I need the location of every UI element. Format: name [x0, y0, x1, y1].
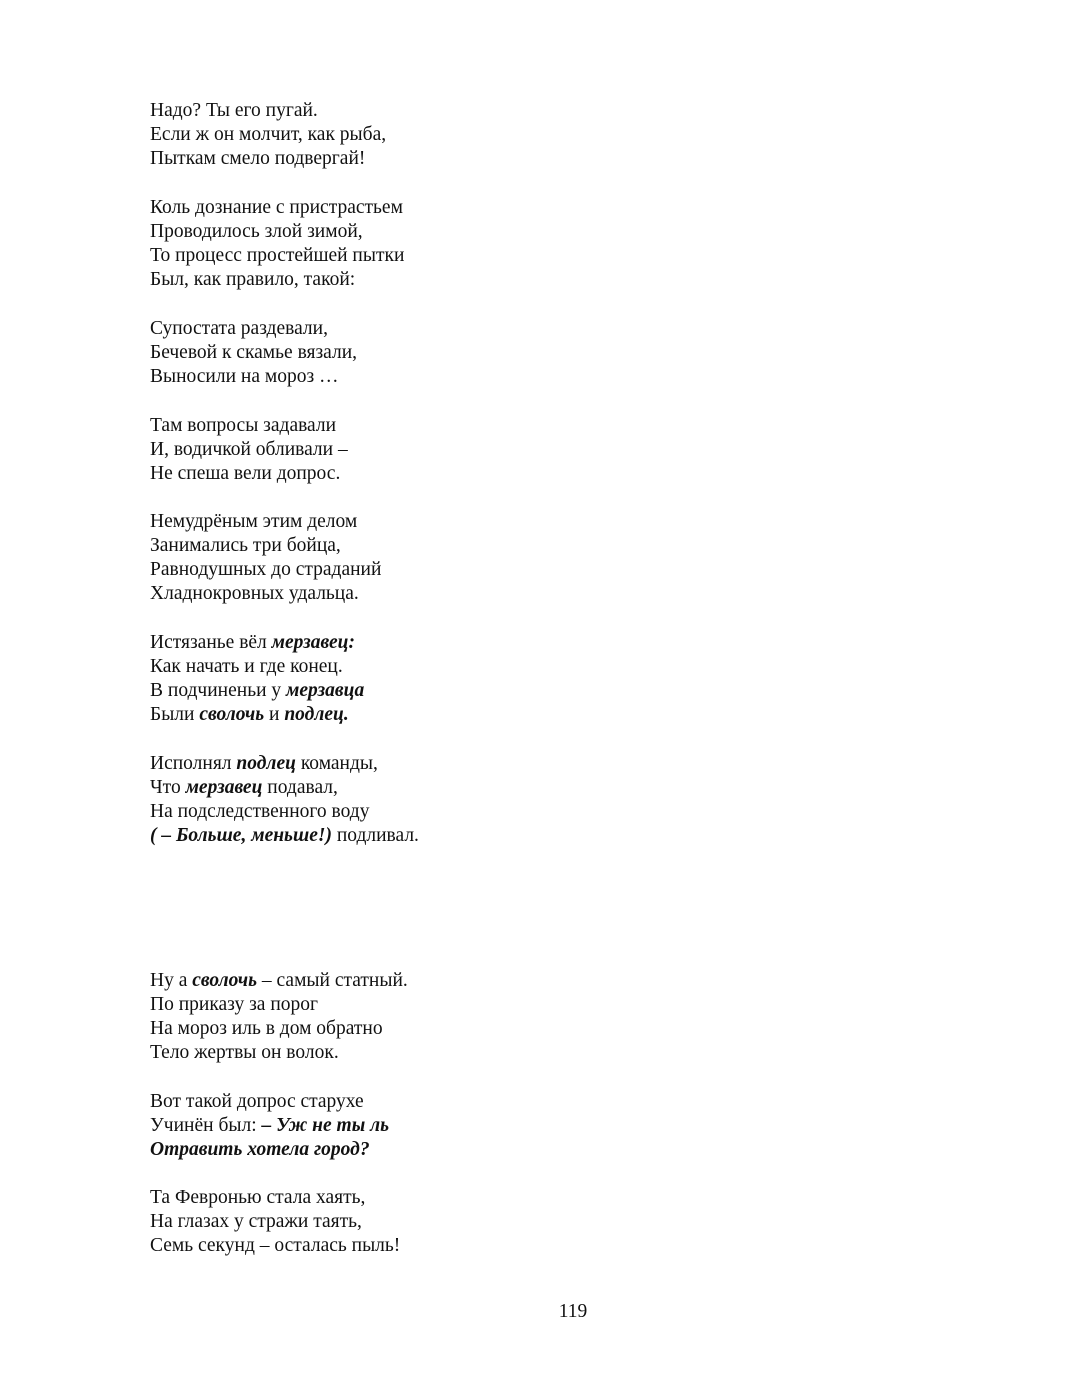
- line-text: Что: [150, 777, 186, 799]
- poem-line: [150, 196, 404, 220]
- poem-line: [150, 1234, 400, 1258]
- poem-line: [150, 365, 357, 389]
- stanza: [150, 969, 408, 1065]
- poem-line: [150, 220, 404, 244]
- stanza: [150, 752, 419, 848]
- poem-line: [150, 558, 381, 582]
- poem-line: [150, 993, 408, 1017]
- line-text: и: [264, 704, 285, 726]
- poem-line: [150, 244, 404, 268]
- stanza: [150, 414, 348, 486]
- stanza: [150, 317, 357, 389]
- page-number: 119: [558, 1301, 588, 1322]
- emphasized-text: – Уж не ты ль: [261, 1115, 390, 1137]
- poem-line: [150, 752, 419, 776]
- line-text: Занимались три бойца,: [150, 535, 341, 557]
- poem-line: [150, 655, 364, 679]
- line-text: Были: [150, 704, 200, 726]
- line-text: Был, как правило, такой:: [150, 269, 356, 291]
- poem-line: [150, 824, 419, 848]
- line-text: И, водичкой обливали –: [150, 439, 348, 461]
- line-text: Немудрёным этим делом: [150, 511, 358, 532]
- line-text: Учинён был:: [150, 1115, 262, 1137]
- line-text: Коль дознание с пристрастьем: [150, 197, 403, 218]
- poem-line: [150, 534, 381, 558]
- poem-line: [150, 123, 386, 147]
- poem-line: [150, 582, 381, 606]
- line-text: Бечевой к скамье вязали,: [150, 342, 358, 364]
- poem-line: [150, 776, 419, 800]
- line-text: подливал.: [331, 825, 419, 847]
- stanza: [150, 196, 404, 292]
- poem-line: [150, 462, 348, 486]
- line-text: В подчиненьи у: [150, 680, 287, 702]
- emphasized-text: мерзавец:: [271, 632, 355, 653]
- poem-line: [150, 1138, 389, 1162]
- emphasized-text: сволочь: [192, 970, 258, 991]
- line-text: Семь секунд – осталась пыль!: [150, 1235, 401, 1257]
- line-text: Супостата раздевали,: [150, 318, 328, 339]
- poem-line: [150, 1186, 400, 1210]
- line-text: Если ж он молчит, как рыба,: [150, 124, 387, 146]
- poem-line: [150, 268, 404, 292]
- line-text: подавал,: [262, 777, 338, 799]
- poem-line: [150, 969, 408, 993]
- stanza: [150, 631, 364, 727]
- line-text: То процесс простейшей пытки: [150, 245, 405, 267]
- line-text: Хладнокровных удальца.: [150, 583, 359, 605]
- poem-line: [150, 703, 364, 727]
- stanza: [150, 1186, 400, 1258]
- poem-line: [150, 1210, 400, 1234]
- line-text: Та Февронью стала хаять,: [150, 1187, 366, 1208]
- poem-line: [150, 99, 386, 123]
- poem-line: [150, 317, 357, 341]
- line-text: Ну а: [150, 970, 193, 991]
- emphasized-text: ( – Больше, меньше!): [150, 825, 332, 847]
- poem-line: [150, 1114, 389, 1138]
- line-text: Пыткам смело подвергай!: [150, 148, 366, 170]
- emphasized-text: мерзавца: [286, 680, 365, 702]
- poem-line: [150, 1090, 389, 1114]
- line-text: – самый статный.: [257, 970, 408, 991]
- line-text: команды,: [295, 753, 378, 774]
- poem-line: [150, 438, 348, 462]
- line-text: На подследственного воду: [150, 801, 370, 823]
- emphasized-text: подлец: [236, 753, 296, 774]
- line-text: Не спеша вели допрос.: [150, 463, 341, 485]
- poem-line: [150, 341, 357, 365]
- poem-line: [150, 1041, 408, 1065]
- poem-line: [150, 679, 364, 703]
- line-text: Равнодушных до страданий: [150, 559, 382, 581]
- line-text: Тело жертвы он волок.: [150, 1042, 339, 1064]
- line-text: Выносили на мороз …: [150, 366, 339, 388]
- poem-line: [150, 1017, 408, 1041]
- line-text: Как начать и где конец.: [150, 656, 343, 678]
- line-text: Вот такой допрос старухе: [150, 1091, 364, 1112]
- poem-line: [150, 147, 386, 171]
- line-text: Проводилось злой зимой,: [150, 221, 363, 243]
- poem-line: [150, 631, 364, 655]
- stanza: [150, 1090, 389, 1162]
- line-text: По приказу за порог: [150, 994, 318, 1016]
- emphasized-text: мерзавец: [185, 777, 263, 799]
- line-text: Надо? Ты его пугай.: [150, 100, 318, 121]
- poem-line: [150, 510, 381, 534]
- stanza: [150, 99, 386, 171]
- poem-line: [150, 414, 348, 438]
- line-text: Истязанье вёл: [150, 632, 272, 653]
- line-text: На глазах у стражи таять,: [150, 1211, 362, 1233]
- line-text: Там вопросы задавали: [150, 415, 337, 436]
- emphasized-text: Отравить хотела город?: [150, 1139, 370, 1161]
- poem-line: [150, 800, 419, 824]
- line-text: Исполнял: [150, 753, 237, 774]
- emphasized-text: подлец.: [284, 704, 349, 726]
- stanza: [150, 510, 381, 606]
- line-text: На мороз иль в дом обратно: [150, 1018, 383, 1040]
- emphasized-text: сволочь: [199, 704, 265, 726]
